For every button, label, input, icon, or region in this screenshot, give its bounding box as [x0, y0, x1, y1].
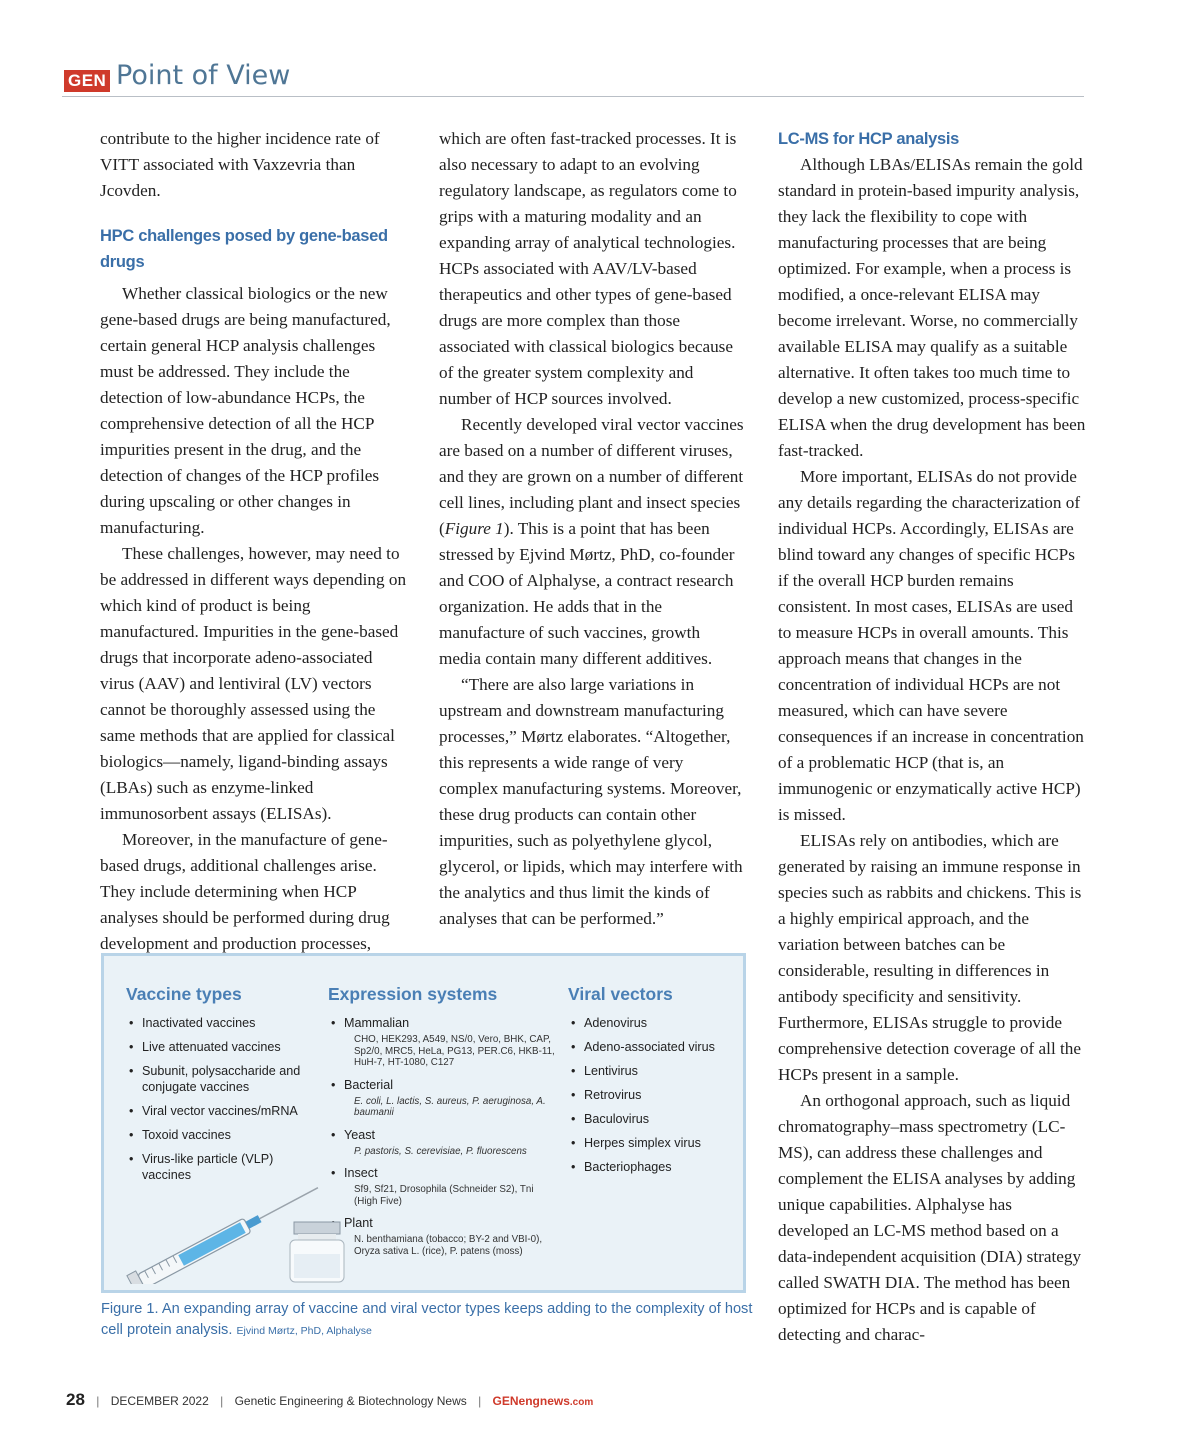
paragraph: ELISAs rely on antibodies, which are generated by raising an immune response in species such as rabbits and chickens. This is a highly empirical approach, and the variation between batches can be considerable, resulting in differences in antibody specificity and sensitivity. Furthermore, ELISAs struggle to provide comprehensive detection coverage of all the HCPs present in a sample. [778, 831, 1082, 1084]
list-item: • Viral vector vaccines/mRNA [126, 1103, 316, 1119]
list-item: • Retrovirus [568, 1087, 728, 1103]
paragraph: “There are also large variations in upstream and downstream manufacturing processes,” Mørtz elaborates. “Altogether, this represents a wide range of very complex manufacturing systems. Moreover, these drug products can contain other impurities, such as polyethylene glycol, glycerol, or lipids, which may interfere with the analytics and thus limit the kinds of analyses that can be performed.” [439, 675, 743, 928]
paragraph: These challenges, however, may need to be addressed in different ways depending on which kind of product is being manufactured. Impurities in the gene-based drugs that incorporate adeno-associated virus (AAV) and lentiviral (LV) vectors cannot be thoroughly assessed using the same methods that are applied for classical biologics—namely, ligand-binding assays (LBAs) such as enzyme-linked immunosorbent assays (ELISAs). [100, 544, 407, 823]
list-item: • Herpes simplex virus [568, 1135, 728, 1151]
expression-systems-title: Expression systems [328, 984, 498, 1004]
caption-text: Figure 1. An expanding array of vaccine and viral vector types keeps adding to the complexity of host cell protein analysis. [101, 1301, 753, 1338]
paragraph: Moreover, in the manufacture of gene-based drugs, additional challenges arise. They include determining when HCP analyses should be performed during drug development and production processes, [100, 830, 390, 953]
journal-name: Genetic Engineering & Biotechnology News [234, 1394, 467, 1408]
figure-caption [101, 1299, 761, 1342]
list-item: • Baculovirus [568, 1111, 728, 1127]
detail-text: CHO, HEK293, A549, NS/0, Vero, BHK, CAP, Sp2/0, MRC5, HeLa, PG13, PER.C6, HKB-11, HuH-7, HT-1080, C127 [354, 1034, 555, 1068]
figure-1 [101, 953, 746, 1293]
caption-credit: Ejvind Mørtz, PhD, Alphalyse [236, 1325, 372, 1337]
list-item: • Mammalian CHO, HEK293, A549, NS/0, Vero, BHK, CAP, Sp2/0, MRC5, HeLa, PG13, PER.C6, HKB-11, HuH-7, HT-1080, C127 [328, 1015, 558, 1069]
expression-systems-column [328, 984, 558, 1265]
intro-paragraph: contribute to the higher incidence rate of VITT associated with Vaxzevria than Jcovden. [100, 129, 380, 200]
heading-lc-ms: LC-MS for HCP analysis [778, 130, 960, 148]
vaccine-types-title: Vaccine types [126, 984, 242, 1004]
list-item: • Yeast P. pastoris, S. cerevisiae, P. fluorescens [328, 1127, 558, 1158]
list-item: • Subunit, polysaccharide and conjugate vaccines [126, 1063, 316, 1095]
detail-text: E. coli, L. lactis, S. aureus, P. aeruginosa, A. baumanii [354, 1095, 546, 1118]
page-header [62, 58, 1084, 97]
figure-reference: Figure 1 [444, 519, 504, 538]
heading-hpc-challenges: HPC challenges posed by gene-based drugs [100, 227, 388, 271]
list-item: • Plant N. benthamiana (tobacco; BY-2 and VBI-0), Oryza sativa L. (rice), P. patens (moss) [328, 1215, 558, 1257]
list-item: • Inactivated vaccines [126, 1015, 316, 1031]
page-footer: 28 | DECEMBER 2022 | Genetic Engineering & Biotechnology News | GENengnews.com [66, 1390, 594, 1409]
paragraph: An orthogonal approach, such as liquid chromatography–mass spectrometry (LC-MS), can address these challenges and complement the ELISA analyses by adding unique capabilities. Alphalyse has developed an LC-MS method based on a data-independent acquisition (DIA) strategy called SWATH DIA. The method has been optimized for HCPs and is capable of detecting and charac- [778, 1091, 1082, 1344]
page-number: 28 [66, 1390, 85, 1409]
vaccine-types-column [126, 984, 316, 1191]
column-2 [439, 126, 746, 932]
syringe-vial-illustration [122, 1184, 352, 1284]
paragraph: Whether classical biologics or the new gene-based drugs are being manufactured, certain general HCP analysis challenges must be addressed. They include the detection of low-abundance HCPs, the comprehensive detection of all the HCP impurities present in the drug, and the detection of changes of the HCP profiles during upscaling or other changes in manufacturing. [100, 284, 391, 537]
list-item: • Virus-like particle (VLP) vaccines [126, 1151, 316, 1183]
list-item: • Lentivirus [568, 1063, 728, 1079]
viral-vectors-title: Viral vectors [568, 984, 673, 1004]
site-link[interactable]: GENengnews.com [492, 1394, 594, 1408]
list-item: • Adeno-associated virus [568, 1039, 728, 1055]
issue-date: DECEMBER 2022 [110, 1394, 209, 1408]
list-item: • Live attenuated vaccines [126, 1039, 316, 1055]
section-title: Point of View [116, 60, 291, 91]
list-item: • Bacteriophages [568, 1159, 728, 1175]
detail-text: P. pastoris, S. cerevisiae, P. fluorescens [354, 1145, 527, 1157]
detail-text: N. benthamiana (tobacco; BY-2 and VBI-0), Oryza sativa L. (rice), P. patens (moss) [354, 1234, 543, 1257]
list-item: • Bacterial E. coli, L. lactis, S. aureus, P. aeruginosa, A. baumanii [328, 1077, 558, 1119]
list-item: • Insect Sf9, Sf21, Drosophila (Schneider S2), Tni (High Five) [328, 1165, 558, 1207]
column-1 [100, 126, 410, 957]
paragraph: Although LBAs/ELISAs remain the gold standard in protein-based impurity analysis, they lack the flexibility to cope with manufacturing processes that are being optimized. For example, when a process is modified, a once-relevant ELISA may become irrelevant. Worse, no commercially available ELISA may qualify as a suitable alternative. It often takes too much time to develop a new customized, process-specific ELISA when the drug development has been fast-tracked. [778, 155, 1086, 460]
gen-logo: GEN [64, 70, 110, 92]
detail-text: Sf9, Sf21, Drosophila (Schneider S2), Tni (High Five) [354, 1184, 534, 1207]
paragraph: More important, ELISAs do not provide any details regarding the characterization of individual HCPs. Accordingly, ELISAs are blind toward any changes of specific HCPs if the overall HCP burden remains consistent. In most cases, ELISAs are used to measure HCPs in overall amounts. This approach means that changes in the concentration of individual HCPs are not measured, which can have severe consequences if an increase in concentration of a problematic HCP (that is, an immunogenic or enzymatically active HCP) is missed. [778, 467, 1084, 824]
paragraph: Recently developed viral vector vaccines are based on a number of different viruses, and they are grown on a number of different cell lines, including plant and insect species (Figure 1). This is a point that has been stressed by Ejvind Mørtz, PhD, co-founder and COO of Alphalyse, a contract research organization. He adds that in the manufacture of such vaccines, growth media contain many different additives. [439, 415, 744, 668]
list-item: • Adenovirus [568, 1015, 728, 1031]
list-item: • Toxoid vaccines [126, 1127, 316, 1143]
viral-vectors-column [568, 984, 728, 1183]
paragraph: which are often fast-tracked processes. It is also necessary to adapt to an evolving regulatory landscape, as regulators come to grips with a maturing modality and an expanding array of analytical technologies. HCPs associated with AAV/LV-based therapeutics and other types of gene-based drugs are more complex than those associated with classical biologics because of the greater system complexity and number of HCP sources involved. [439, 129, 737, 408]
column-3 [778, 126, 1086, 1348]
